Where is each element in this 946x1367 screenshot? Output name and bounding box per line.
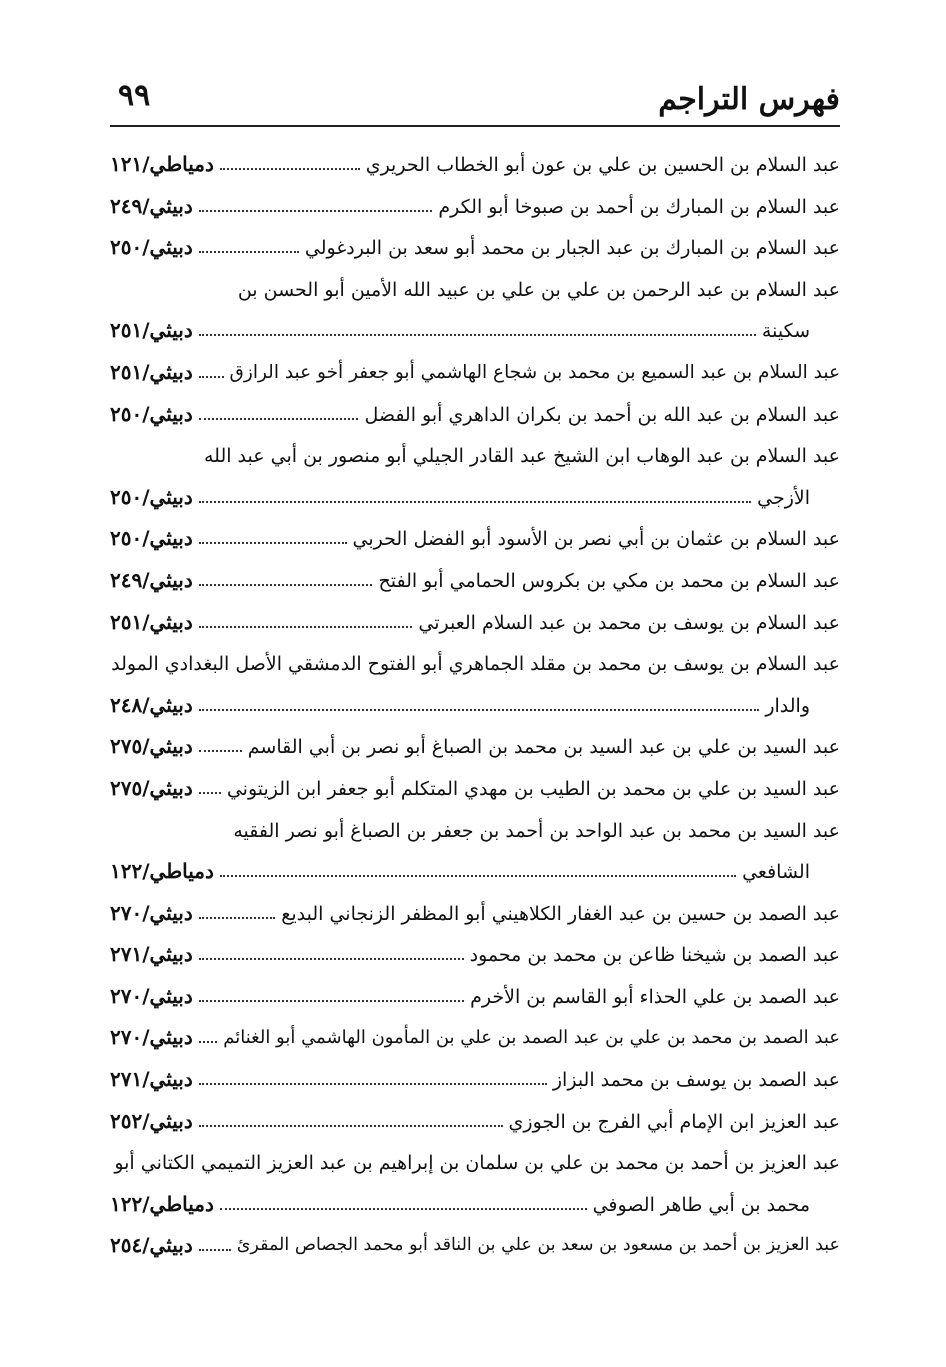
leader-dots: [199, 376, 224, 378]
index-entry: [110, 273, 840, 315]
index-entry: [110, 356, 840, 398]
index-entry-continuation: [110, 855, 840, 897]
index-entry: [110, 148, 840, 190]
entry-name: عبد العزيز بن أحمد بن محمد بن علي بن سلمان بن إبراهيم بن عبد العزيز التميمي الكتاني أبو: [114, 1152, 840, 1175]
leader-dots: [199, 542, 347, 544]
entry-reference: دبيثي/٢٤٩: [110, 193, 193, 218]
leader-dots: [199, 251, 299, 253]
leader-dots: [199, 1125, 503, 1127]
entry-name: عبد الصمد بن حسين بن عبد الغفار الكلاهيني أبو المظفر الزنجاني البديع: [281, 902, 840, 925]
entry-name: عبد الصمد بن محمد بن علي بن عبد الصمد بن علي بن المأمون الهاشمي أبو الغنائم: [223, 1027, 840, 1049]
leader-dots: [199, 626, 412, 628]
index-entry-continuation: [110, 689, 840, 731]
entry-name: والدار: [765, 694, 810, 717]
index-entry: [110, 439, 840, 481]
entry-reference: دبيثي/٢٥٠: [110, 235, 193, 260]
entry-name: عبد الصمد بن شيخنا ظاعن بن محمد بن محمود: [469, 944, 840, 967]
entry-name: عبد السلام بن يوسف بن محمد بن عبد السلام العبرتي: [418, 611, 840, 634]
entry-reference: دبيثي/٢٥٠: [110, 484, 193, 509]
index-entry: [110, 647, 840, 689]
leader-dots: [199, 418, 358, 420]
index-entries: [110, 148, 840, 1271]
leader-dots: [220, 1208, 587, 1210]
leader-dots: [199, 584, 372, 586]
leader-dots: [199, 750, 242, 752]
entry-name: عبد السلام بن المبارك بن عبد الجبار بن محمد أبو سعد بن البردغولي: [304, 237, 840, 260]
index-entry: [110, 190, 840, 232]
entry-name: عبد العزيز بن أحمد بن مسعود بن سعد بن علي بن الناقد أبو محمد الجصاص المقرئ: [236, 1235, 840, 1256]
leader-dots: [199, 1000, 464, 1002]
entry-name: عبد السلام بن عبد السميع بن محمد بن شجاع الهاشمي أبو جعفر أخو عبد الرازق: [229, 361, 840, 383]
index-entry: [110, 814, 840, 856]
index-entry: [110, 398, 840, 440]
entry-name: عبد السلام بن محمد بن مكي بن بكروس الحمامي أبو الفتح: [378, 569, 840, 592]
index-entry: [110, 1229, 840, 1271]
index-entry: [110, 980, 840, 1022]
entry-reference: دبيثي/٢٤٩: [110, 567, 193, 592]
entry-name: الشافعي: [742, 861, 810, 884]
leader-dots: [199, 1249, 231, 1251]
index-entry-continuation: [110, 314, 840, 356]
leader-dots: [220, 875, 736, 877]
entry-reference: دبيثي/٢٥١: [110, 609, 193, 634]
leader-dots: [199, 1041, 217, 1043]
leader-dots: [199, 792, 221, 794]
entry-name: عبد السلام بن عثمان بن أبي نصر بن الأسود أبو الفضل الحربي: [352, 528, 840, 551]
page-title: فهرس التراجم: [658, 82, 840, 117]
index-entry: [110, 1146, 840, 1188]
entry-reference: دبيثي/٢٤٨: [110, 692, 193, 717]
entry-reference: دمياطي/١٢٢: [110, 859, 214, 884]
entry-name: عبد السيد بن محمد بن عبد الواحد بن أحمد بن جعفر بن الصباغ أبو نصر الفقيه: [233, 819, 840, 842]
page-header: [110, 70, 840, 130]
index-entry: [110, 938, 840, 980]
entry-reference: دبيثي/٢٧١: [110, 942, 193, 967]
entry-name: عبد الصمد بن علي الحذاء أبو القاسم بن الأخرم: [470, 985, 840, 1008]
entry-name: عبد السلام بن عبد الرحمن بن علي بن علي بن عبيد الله الأمين أبو الحسن بن: [237, 278, 840, 301]
index-entry: [110, 1021, 840, 1063]
index-entry: [110, 564, 840, 606]
entry-name: محمد بن أبي طاهر الصوفي: [592, 1193, 810, 1216]
entry-name: عبد السلام بن يوسف بن محمد بن مقلد الجماهري أبو الفتوح الدمشقي الأصل البغدادي المولد: [111, 653, 840, 676]
index-entry: [110, 730, 840, 772]
index-entry-continuation: [110, 481, 840, 523]
entry-reference: دبيثي/٢٧٥: [110, 775, 193, 800]
entry-name: سكينة: [761, 320, 810, 343]
entry-reference: دبيثي/٢٥٠: [110, 526, 193, 551]
entry-name: عبد السلام بن الحسين بن علي بن عون أبو الخطاب الحريري: [365, 154, 840, 176]
index-entry: [110, 231, 840, 273]
entry-reference: دبيثي/٢٧٠: [110, 900, 193, 925]
entry-name: عبد السيد بن علي بن محمد بن الطيب بن مهدي المتكلم أبو جعفر ابن الزيتوني: [226, 777, 840, 800]
index-entry: [110, 1063, 840, 1105]
entry-reference: دبيثي/٢٥١: [110, 359, 193, 384]
leader-dots: [199, 334, 756, 336]
entry-reference: دبيثي/٢٥١: [110, 318, 193, 343]
entry-name: عبد السلام بن عبد الله بن أحمد بن بكران الداهري أبو الفضل: [364, 403, 840, 426]
leader-dots: [199, 709, 759, 711]
entry-name: عبد السيد بن علي بن عبد السيد بن محمد بن الصباغ أبو نصر بن أبي القاسم: [247, 736, 840, 759]
header-rule: [110, 125, 840, 127]
index-entry: [110, 772, 840, 814]
entry-reference: دبيثي/٢٧١: [110, 1067, 193, 1092]
leader-dots: [199, 958, 464, 960]
entry-reference: دمياطي/١٢٢: [110, 1191, 214, 1216]
leader-dots: [199, 210, 432, 212]
index-entry-continuation: [110, 1188, 840, 1230]
entry-reference: دبيثي/٢٥٤: [110, 1233, 193, 1258]
index-entry: [110, 1105, 840, 1147]
entry-reference: دبيثي/٢٥٢: [110, 1108, 193, 1133]
leader-dots: [199, 917, 275, 919]
entry-reference: دبيثي/٢٥٠: [110, 401, 193, 426]
entry-name: عبد السلام بن عبد الوهاب ابن الشيخ عبد القادر الجيلي أبو منصور بن أبي عبد الله: [203, 445, 840, 468]
entry-reference: دمياطي/١٢١: [110, 152, 214, 176]
leader-dots: [220, 168, 360, 170]
entry-name: عبد السلام بن المبارك بن أحمد بن صبوخا أبو الكرم: [438, 195, 840, 218]
entry-name: عبد العزيز ابن الإمام أبي الفرج بن الجوزي: [508, 1110, 840, 1133]
leader-dots: [199, 1083, 547, 1085]
index-entry: [110, 522, 840, 564]
entry-name: عبد الصمد بن يوسف بن محمد البزاز: [552, 1069, 840, 1092]
index-entry: [110, 606, 840, 648]
index-entry: [110, 897, 840, 939]
leader-dots: [199, 501, 751, 503]
entry-reference: دبيثي/٢٧٠: [110, 1025, 193, 1050]
entry-reference: دبيثي/٢٧٠: [110, 983, 193, 1008]
entry-name: الأزجي: [757, 486, 810, 509]
page-number: ٩٩: [118, 78, 151, 113]
entry-reference: دبيثي/٢٧٥: [110, 734, 193, 759]
